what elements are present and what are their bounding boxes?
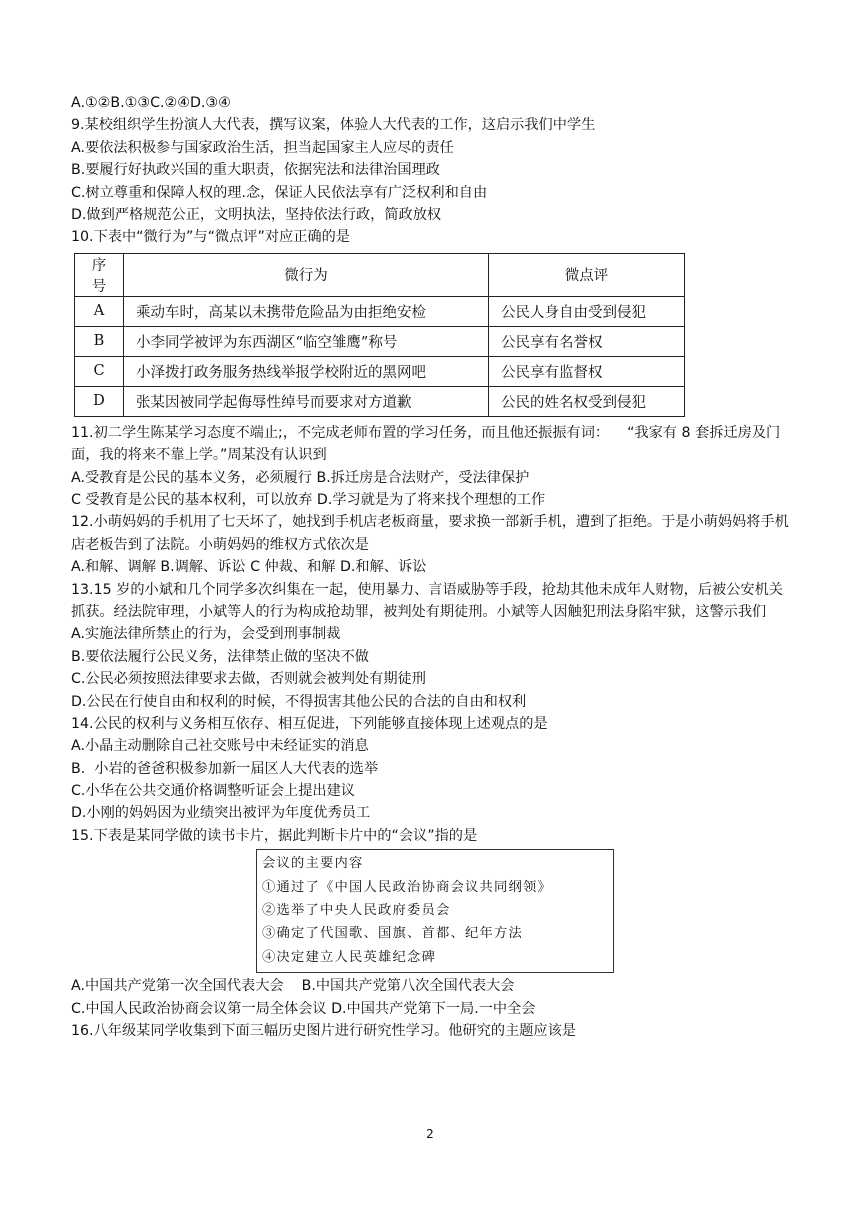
q14-option-b: B. 小岩的爸爸积极参加新一届区人大代表的选举 — [71, 760, 379, 777]
q9-option-c: C.树立尊重和保障人权的理.念，保证人民依法享有广泛权利和自由 — [71, 184, 488, 201]
q15-options-ab: A.中国共产党第一次全国代表大会 B.中国共产党第八次全国代表大会 — [71, 978, 515, 995]
q11-options-ab: A.受教育是公民的基本义务，必须履行 B.拆迁房是合法财产，受法律保护 — [71, 469, 530, 486]
card-item: ②选举了中央人民政府委员会 — [262, 903, 451, 919]
row-id: B — [75, 326, 124, 356]
q13-option-b: B.要依法履行公民义务，法律禁止做的坚决不做 — [71, 648, 369, 665]
q15-stem: 15.下表是某同学做的读书卡片，据此判断卡片中的“会议”指的是 — [71, 827, 478, 844]
q14-option-d: D.小刚的妈妈因为业绩突出被评为年度优秀员工 — [71, 805, 371, 822]
q13-stem: 13.15 岁的小斌和几个同学多次纠集在一起，使用暴力、言语威胁等手段，抢劫其他未成年人财物，后被公安机关抓获。经法院审理，小斌等人的行为构成抢劫罪，被判处有期徒刑。小斌等人因触犯刑法身陷牢狱，这警示我们 — [71, 581, 783, 620]
page-content — [71, 92, 793, 1042]
table-row — [75, 356, 685, 386]
q9-option-d: D.做到严格规范公正，文明执法，坚持依法行政，简政放权 — [71, 206, 442, 223]
header-id: 序号 — [75, 253, 124, 296]
header-comment: 微点评 — [489, 253, 685, 296]
card-item: ①通过了《中国人民政治协商会议共同纲领》 — [262, 879, 552, 895]
row-action: 小泽拨打政务服务热线举报学校附近的黑网吧 — [124, 356, 489, 386]
q10-table — [74, 253, 685, 417]
table-row — [75, 326, 685, 356]
row-id: D — [75, 386, 124, 416]
table-row — [75, 386, 685, 416]
q11-options-cd: C 受教育是公民的基本权利，可以放弃 D.学习就是为了将来找个理想的工作 — [71, 491, 546, 508]
header-action: 微行为 — [124, 253, 489, 296]
page-number: 2 — [426, 1127, 434, 1141]
row-comment: 公民的姓名权受到侵犯 — [489, 386, 685, 416]
table-row — [75, 296, 685, 326]
q13-option-c: C.公民必须按照法律要求去做，否则就会被判处有期徒刑 — [71, 671, 426, 688]
q14-stem: 14.公民的权利与义务相互依存、相互促进，下列能够直接体现上述观点的是 — [71, 715, 548, 732]
card-title: 会议的主要内容 — [262, 856, 364, 872]
row-comment: 公民享有监督权 — [489, 356, 685, 386]
row-id: C — [75, 356, 124, 386]
q10-stem: 10.下表中“微行为”与“微点评”对应正确的是 — [71, 229, 350, 246]
row-action: 小李同学被评为东西湖区“临空雏鹰”称号 — [124, 326, 489, 356]
table-header-row — [75, 253, 685, 296]
q13-option-d: D.公民在行使自由和权利的时候，不得损害其他公民的合法的自由和权利 — [71, 693, 527, 710]
card-item: ③确定了代国歌、国旗、首都、纪年方法 — [262, 926, 523, 942]
q14-option-c: C.小华在公共交通价格调整听证会上提出建议 — [71, 783, 355, 800]
q9-option-b: B.要履行好执政兴国的重大职责，依据宪法和法律治国理政 — [71, 162, 440, 179]
row-action: 张某因被同学起侮辱性绰号而要求对方道歉 — [124, 386, 489, 416]
row-id: A — [75, 296, 124, 326]
q9-stem: 9.某校组织学生扮演人大代表，撰写议案，体验人大代表的工作，这启示我们中学生 — [71, 117, 596, 134]
q13-option-a: A.实施法律所禁止的行为，会受到刑事制裁 — [71, 626, 341, 643]
q9-option-a: A.要依法积极参与国家政治生活，担当起国家主人应尽的责任 — [71, 139, 454, 156]
q16-stem: 16.八年级某同学收集到下面三幅历史图片进行研究性学习。他研究的主题应该是 — [71, 1023, 576, 1040]
q14-option-a: A.小晶主动删除自己社交账号中未经证实的消息 — [71, 738, 369, 755]
q8-options: A.①②B.①③C.②④D.③④ — [71, 95, 231, 111]
row-comment: 公民享有名誉权 — [489, 326, 685, 356]
row-action: 乘动车时，高某以未携带危险品为由拒绝安检 — [124, 296, 489, 326]
q12-options: A.和解、调解 B.调解、诉讼 C 仲裁、和解 D.和解、诉讼 — [71, 559, 427, 576]
card-item: ④决定建立人民英雄纪念碑 — [262, 949, 436, 965]
q15-options-cd: C.中国人民政治协商会议第一局全体会议 D.中国共产党第下一局.一中全会 — [71, 1000, 536, 1017]
row-comment: 公民人身自由受到侵犯 — [489, 296, 685, 326]
reading-card — [256, 849, 614, 973]
q11-stem: 11.初二学生陈某学习态度不端止;，不完成老师布置的学习任务，而且他还振振有词： “我家有 8 套拆迁房及门面，我的将来不靠上学。”周某没有认识到 — [71, 424, 781, 464]
q12-stem: 12.小萌妈妈的手机用了七天坏了，她找到手机店老板商量，要求换一部新手机，遭到了拒绝。于是小萌妈妈将手机店老板告到了法院。小萌妈妈的维权方式依次是 — [71, 514, 789, 553]
